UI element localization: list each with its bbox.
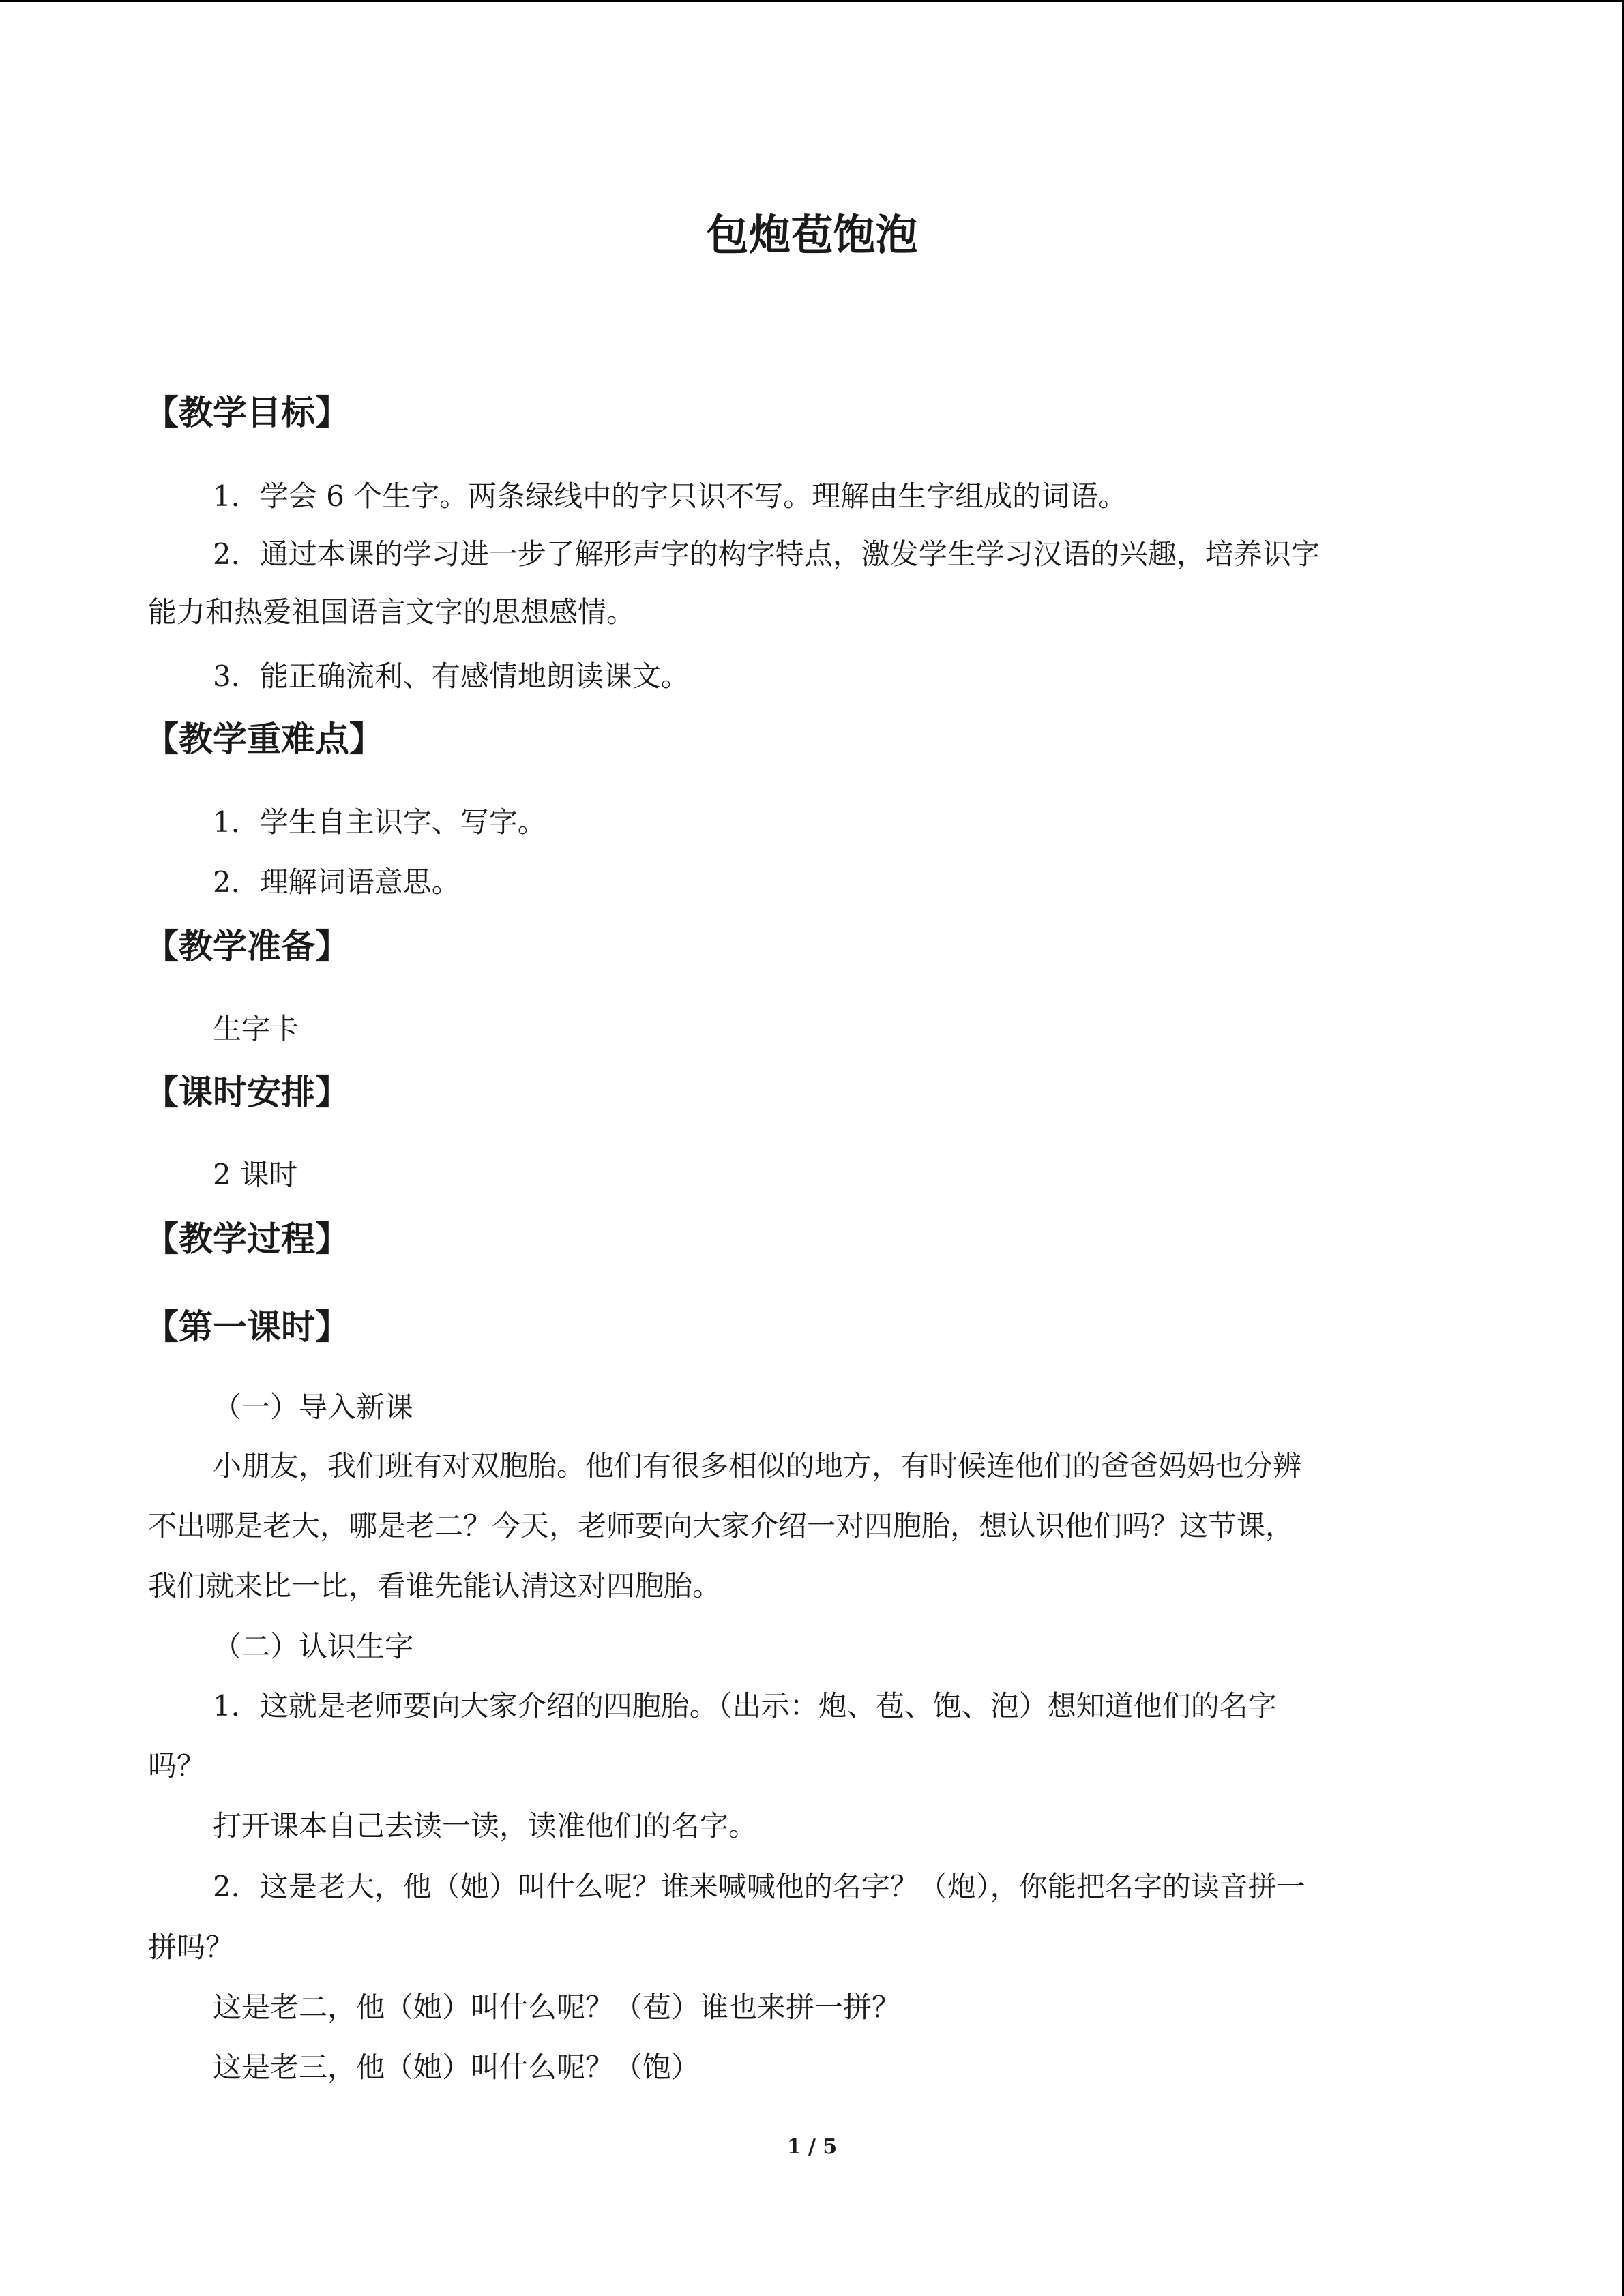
characters-paragraph-line-5: 拼吗？ (148, 1930, 235, 1964)
lesson-part-heading-characters: （二）认识生字 (213, 1630, 414, 1663)
goal-item-2: 2．通过本课的学习进一步了解形声字的构字特点，激发学生学习汉语的兴趣，培养识字 (213, 537, 1320, 571)
intro-paragraph-line-1: 小朋友，我们班有对双胞胎。他们有很多相似的地方，有时候连他们的爸爸妈妈也分辨 (213, 1449, 1302, 1482)
preparation-text: 生字卡 (213, 1012, 299, 1045)
section-heading-schedule: 【课时安排】 (145, 1073, 349, 1112)
schedule-text: 2 课时 (213, 1158, 298, 1191)
intro-paragraph-line-3: 我们就来比一比，看谁先能认清这对四胞胎。 (148, 1569, 722, 1602)
characters-paragraph-line-7: 这是老三，他（她）叫什么呢？（饱） (213, 2051, 700, 2084)
section-heading-process: 【教学过程】 (145, 1219, 349, 1259)
goal-item-1: 1．学会 6 个生字。两条绿线中的字只识不写。理解由生字组成的词语。 (213, 479, 1127, 513)
characters-paragraph-line-3: 打开课本自己去读一读，读准他们的名字。 (213, 1809, 758, 1843)
characters-paragraph-line-6: 这是老二，他（她）叫什么呢？（苞）谁也来拼一拼？ (213, 1991, 901, 2024)
characters-paragraph-line-4: 2．这是老大，他（她）叫什么呢？谁来喊喊他的名字？（炮），你能把名字的读音拼一 (213, 1870, 1305, 1903)
section-heading-lesson-1: 【第一课时】 (145, 1307, 349, 1347)
goal-item-3: 3．能正确流利、有感情地朗读课文。 (213, 659, 690, 693)
characters-paragraph-line-2: 吗？ (148, 1749, 206, 1783)
key-point-item-1: 1．学生自主识字、写字。 (213, 805, 546, 839)
characters-paragraph-line-1: 1．这就是老师要向大家介绍的四胞胎。（出示：炮、苞、饱、泡）想知道他们的名字 (213, 1689, 1277, 1723)
section-heading-goals: 【教学目标】 (145, 393, 349, 432)
section-heading-preparation: 【教学准备】 (145, 927, 349, 966)
lesson-part-heading-intro: （一）导入新课 (213, 1390, 414, 1424)
goal-item-2-continued: 能力和热爱祖国语言文字的思想感情。 (148, 595, 636, 629)
intro-paragraph-line-2: 不出哪是老大，哪是老二？今天，老师要向大家介绍一对四胞胎，想认识他们吗？这节课， (148, 1509, 1295, 1542)
page-border-top (0, 0, 1624, 2)
document-title: 包炮苞饱泡 (706, 210, 918, 260)
section-heading-key-points: 【教学重难点】 (145, 719, 383, 759)
page-number: 1 / 5 (786, 2135, 838, 2159)
key-point-item-2: 2．理解词语意思。 (213, 865, 460, 899)
